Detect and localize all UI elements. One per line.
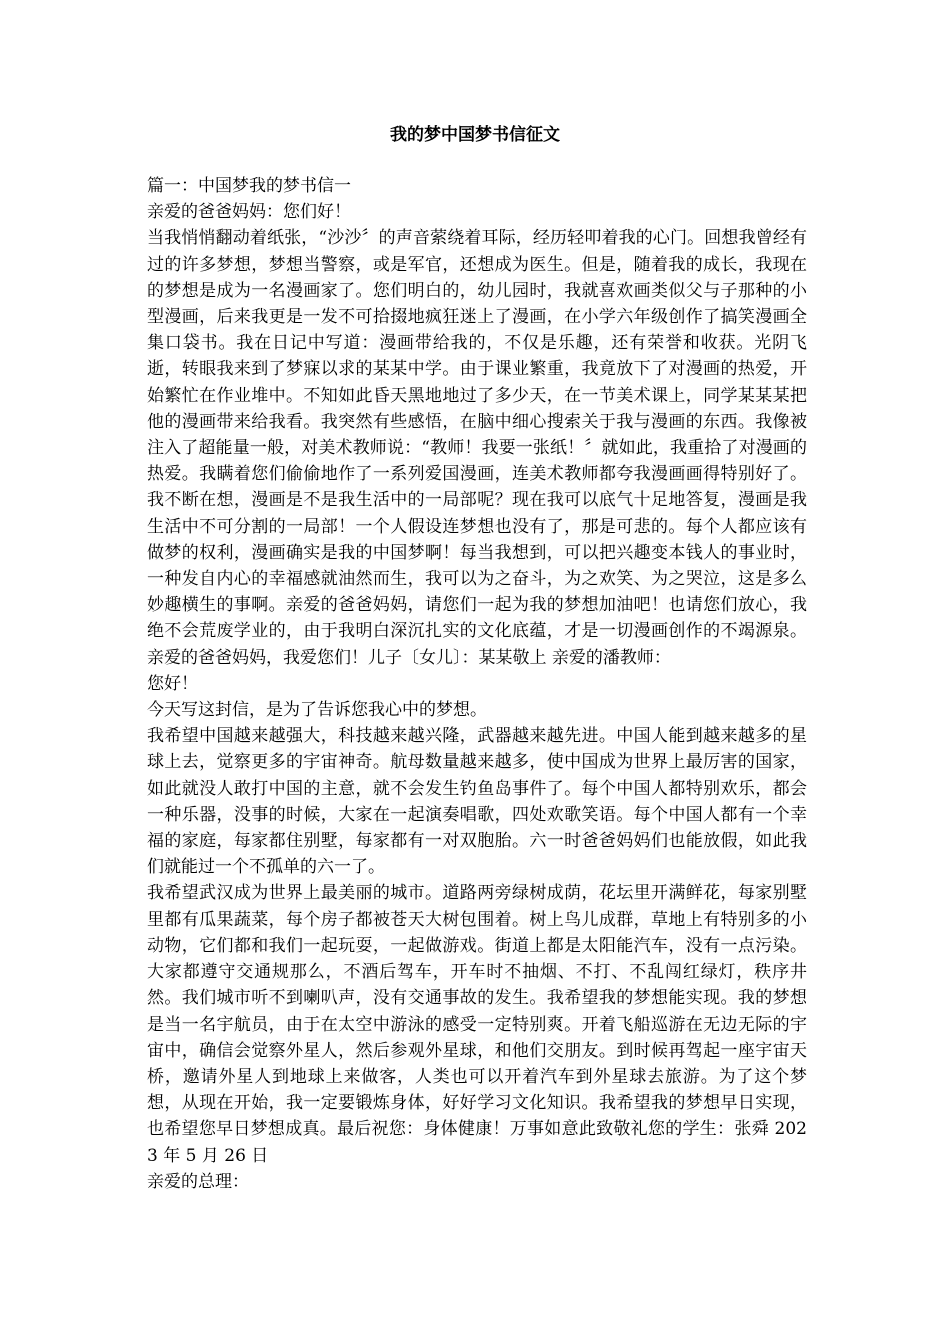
letter-salutation: 亲爱的总理： [147, 1171, 249, 1192]
letter-salutation: 亲爱的爸爸妈妈：您们好！ [147, 202, 351, 223]
letter-paragraph: 当我悄悄翻动着纸张，“沙沙〞的声音萦绕着耳际，经历轻叩着我的心门。回想我曾经有过的许多梦想，梦想当警察，或是军官，还想成为医生。但是，随着我的成长，我现在的梦想是成为一名漫画家了。您们明白的，幼儿园时，我就喜欢画类似父与子那种的小型漫画，后来我更是一发不可拾掇地疯狂迷上了漫画，在小学六年级创作了搞笑漫画全集口袋书。我在日记中写道：漫画带给我的，不仅是乐趣，还有荣誉和收获。光阴飞逝，转眼我来到了梦寐以求的某某中学。由于课业繁重，我竟放下了对漫画的热爱，开始繁忙在作业堆中。不知如此昏天黑地地过了多少天，在一节美术课上，同学某某某把他的漫画带来给我看。我突然有些感悟，在脑中细心搜索关于我与漫画的东西。我像被注入了超能量一般，对美术教师说：“教师！我要一张纸！〞就如此，我重拾了对漫画的热爱。我瞒着您们偷偷地作了一系列爱国漫画，连美术教师都夸我漫画画得特别好了。我不断在想，漫画是不是我生活中的一局部呢？现在我可以底气十足地答复，漫画是我生活中不可分割的一局部！一个人假设连梦想也没有了，那是可悲的。每个人都应该有做梦的权利，漫画确实是我的中国梦啊！每当我想到，可以把兴趣变本钱人的事业时，一种发自内心的幸福感就油然而生，我可以为之奋斗，为之欢笑、为之哭泣，这是多么妙趣横生的事啊。亲爱的爸爸妈妈，请您们一起为我的梦想加油吧！也请您们放心，我绝不会荒废学业的，由于我明白深沉扎实的文化底蕴，才是一切漫画创作的不竭源泉。亲爱的爸爸妈妈，我爱您们！儿子〔女儿〕：某某敬上 亲爱的潘教师： [147, 228, 807, 668]
document-body [147, 173, 807, 1195]
section-heading: 篇一：中国梦我的梦书信一 [147, 176, 351, 196]
letter-paragraph: 我希望武汉成为世界上最美丽的城市。道路两旁绿树成荫，花坛里开满鲜花，每家别墅里都有瓜果蔬菜，每个房子都被苍天大树包围着。树上鸟儿成群，草地上有特别多的小动物，它们都和我们一起玩耍，一起做游戏。街道上都是太阳能汽车，没有一点污染。大家都遵守交通规那么，不酒后驾车，开车时不抽烟、不打、不乱闯红绿灯，秩序井然。我们城市听不到喇叭声，没有交通事故的发生。我希望我的梦想能实现。我的梦想是当一名宇航员，由于在太空中游泳的感受一定特别爽。开着飞船巡游在无边无际的宇宙中，确信会觉察外星人，然后参观外星球，和他们交朋友。到时候再驾起一座宇宙天桥，邀请外星人到地球上来做客，人类也可以开着汽车到外星球去旅游。为了这个梦想，从现在开始，我一定要锻炼身体，好好学习文化知识。我希望我的梦想早日实现，也希望您早日梦想成真。最后祝您：身体健康！万事如意此致敬礼您的学生：张舜 2023 年 5 月 26 日 [147, 883, 807, 1166]
letter-paragraph: 我希望中国越来越强大，科技越来越兴隆，武器越来越先进。中国人能到越来越多的星球上去，觉察更多的宇宙神奇。航母数量越来越多，使中国成为世界上最厉害的国家，如此就没人敢打中国的主意，就不会发生钓鱼岛事件了。每个中国人都特别欢乐，都会一种乐器，没事的时候，大家在一起演奏唱歌，四处欢歌笑语。每个中国人都有一个幸福的家庭，每家都住别墅，每家都有一对双胞胎。六一时爸爸妈妈们也能放假，如此我们就能过一个不孤单的六一了。 [147, 726, 807, 878]
letter-paragraph: 今天写这封信，是为了告诉您我心中的梦想。 [147, 700, 487, 721]
document-title: 我的梦中国梦书信征文 [390, 125, 560, 145]
letter-greeting: 您好！ [147, 673, 198, 694]
